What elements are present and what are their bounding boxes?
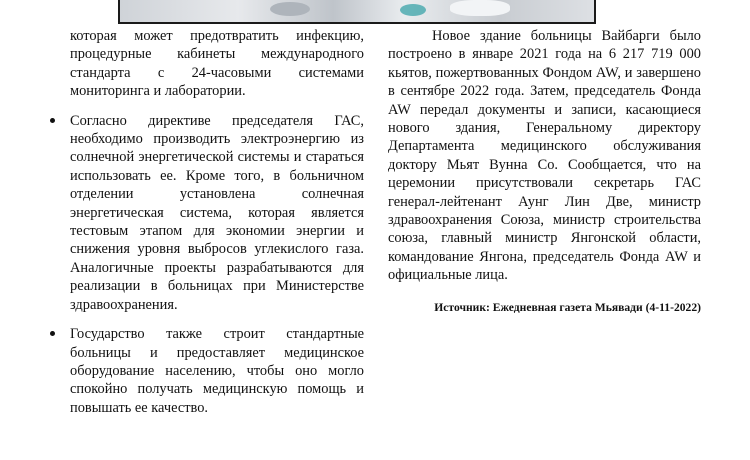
article-paragraph: Новое здание больницы Вайбарги было построено в январе 2021 года на 6 217 719 000 кьятов, пожертвованных Фондом AW, и завершено в сентябре 2022 года. Затем, председатель Фонда AW передал документы и записи, касающиеся нового здания, Генеральному директору Департамента медицинского обслуживания доктору Мьят Вунна Со. Сообщается, что на церемонии присутствовали секретарь ГАС генерал-лейтенант Аунг Лин Две, министр здравоохранения Союза, министр строительства союза, главный министр Янгонской области, командование Янгона, председатель Фонда AW и официальные лица. bbox=[388, 28, 701, 284]
bullet-icon bbox=[50, 118, 55, 123]
continuation-paragraph: которая может предотвратить инфекцию, процедурные кабинеты международного стандарта с 24-часовыми системами мониторинга и лаборатории. bbox=[70, 28, 364, 100]
left-column bbox=[48, 27, 364, 428]
bullet-item-hospitals bbox=[48, 325, 364, 417]
bullet-item-solar bbox=[48, 112, 364, 314]
bullet-list bbox=[48, 112, 364, 418]
bullet-icon bbox=[50, 331, 55, 336]
bullet-text: Согласно директиве председателя ГАС, необходимо производить электроэнергию из солнечной энергетической системы и стараться использовать ее. Кроме того, в больничном отделении установлена солнечная энергетическая система, которая является тестовым этапом для экономии энергии и снижения уровня выбросов углекислого газа. Аналогичные проекты разрабатываются для реализации в больницах при Министерстве здравоохранения. bbox=[70, 112, 364, 313]
hospital-photo bbox=[118, 0, 596, 24]
bullet-text: Государство также строит стандартные больницы и предоставляет медицинское оборудование населению, чтобы оно могло спокойно получать медицинскую помощь и повышать ее качество. bbox=[70, 326, 364, 416]
right-column bbox=[388, 27, 701, 315]
source-credit: Источник: Ежедневная газета Мьявади (4-11-2022) bbox=[434, 300, 701, 314]
